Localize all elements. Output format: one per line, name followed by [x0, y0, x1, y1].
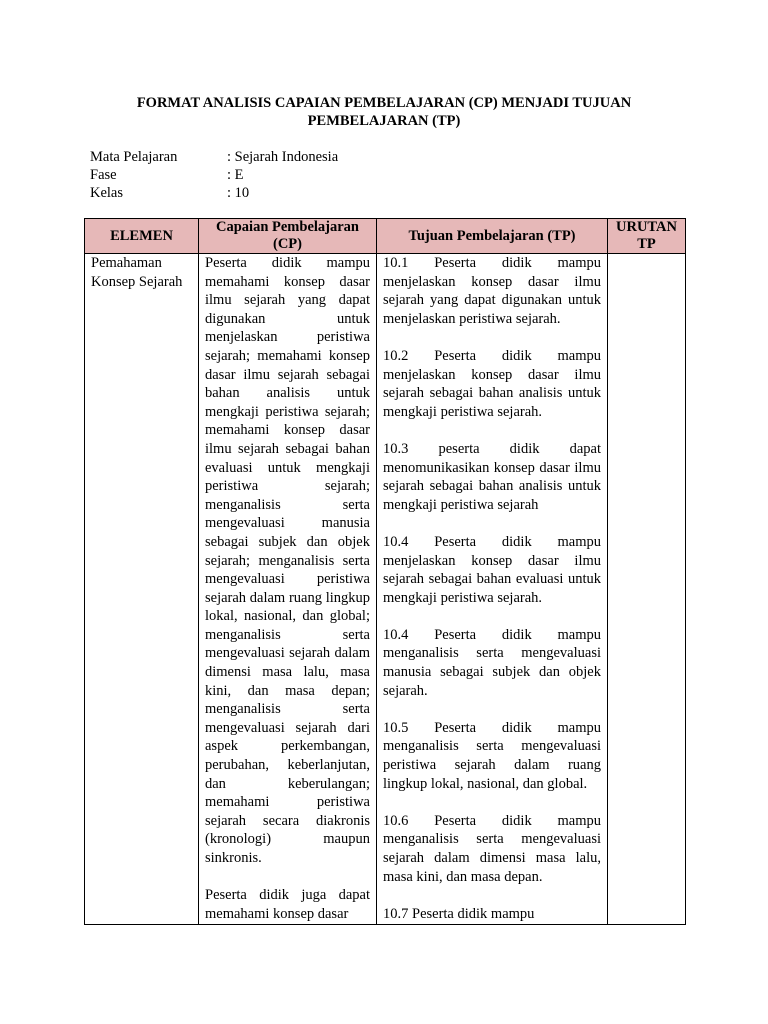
tp-item: 10.2 Peserta didik mampu menjelaskan konsep dasar ilmu sejarah sebagai bahan analisis untuk mengkaji peristiwa sejarah.: [383, 347, 601, 420]
info-row-subject: [90, 148, 338, 166]
tp-item: 10.1 Peserta didik mampu menjelaskan konsep dasar ilmu sejarah yang dapat digunakan untuk menjelaskan peristiwa sejarah.: [383, 255, 601, 327]
header-urutan: URUTAN TP: [608, 219, 686, 254]
tp-item: 10.7 Peserta didik mampu: [383, 905, 535, 922]
info-row-phase: [90, 166, 338, 184]
table-header-row: [85, 219, 686, 254]
info-value: : 10: [227, 185, 250, 201]
cp-paragraph: Peserta didik juga dapat memahami konsep dasar: [205, 887, 370, 922]
cell-cp: [199, 254, 377, 925]
info-label: Kelas: [90, 185, 124, 201]
info-label: Mata Pelajaran: [90, 149, 178, 165]
table-row: [85, 254, 686, 925]
subject-info: [90, 148, 338, 202]
info-value: : Sejarah Indonesia: [227, 149, 339, 165]
cell-urutan: [608, 254, 686, 925]
tp-item: 10.6 Peserta didik mampu menganalisis serta mengevaluasi sejarah dalam dimensi masa lalu, masa kini, dan masa depan.: [383, 812, 601, 885]
info-row-class: [90, 184, 338, 202]
analysis-table: [84, 218, 686, 925]
header-cp: Capaian Pembelajaran (CP): [199, 219, 377, 254]
cell-elemen: [85, 254, 199, 925]
info-value: : E: [227, 167, 244, 183]
tp-item: 10.5 Peserta didik mampu menganalisis serta mengevaluasi peristiwa sejarah dalam ruang lingkup lokal, nasional, dan global.: [383, 719, 601, 792]
elemen-text: Pemahaman Konsep Sejarah: [91, 255, 183, 290]
tp-item: 10.3 peserta didik dapat menomunikasikan konsep dasar ilmu sejarah sebagai bahan analisis untuk mengkaji peristiwa sejarah: [383, 440, 601, 513]
header-tp: Tujuan Pembelajaran (TP): [377, 219, 608, 254]
tp-item: 10.4 Peserta didik mampu menjelaskan konsep dasar ilmu sejarah sebagai bahan evaluasi untuk mengkaji peristiwa sejarah.: [383, 533, 601, 606]
cell-tp: [377, 254, 608, 925]
tp-item: 10.4 Peserta didik mampu menganalisis serta mengevaluasi manusia sebagai subjek dan objek sejarah.: [383, 626, 601, 699]
document-title: FORMAT ANALISIS CAPAIAN PEMBELAJARAN (CP) MENJADI TUJUAN PEMBELAJARAN (TP): [136, 95, 632, 129]
header-elemen: ELEMEN: [85, 219, 199, 254]
cp-paragraph: Peserta didik mampu memahami konsep dasar ilmu sejarah yang dapat digunakan untuk menjelaskan peristiwa sejarah; memahami konsep dasar ilmu sejarah sebagai bahan analisis untuk mengkaji peristiwa sejarah; memahami konsep dasar ilmu sejarah sebagai bahan evaluasi untuk mengkaji peristiwa sejarah; menganalisis serta mengevaluasi manusia sebagai subjek dan objek sejarah; menganalisis serta mengevaluasi peristiwa sejarah dalam ruang lingkup lokal, nasional, dan global; menganalisis serta mengevaluasi sejarah dalam dimensi masa lalu, masa kini, dan masa depan; menganalisis serta mengevaluasi sejarah dari aspek perkembangan, perubahan, keberlanjutan, dan keberulangan; memahami peristiwa sejarah secara diakronis (kronologi) maupun sinkronis.: [205, 255, 370, 866]
info-label: Fase: [90, 167, 117, 183]
